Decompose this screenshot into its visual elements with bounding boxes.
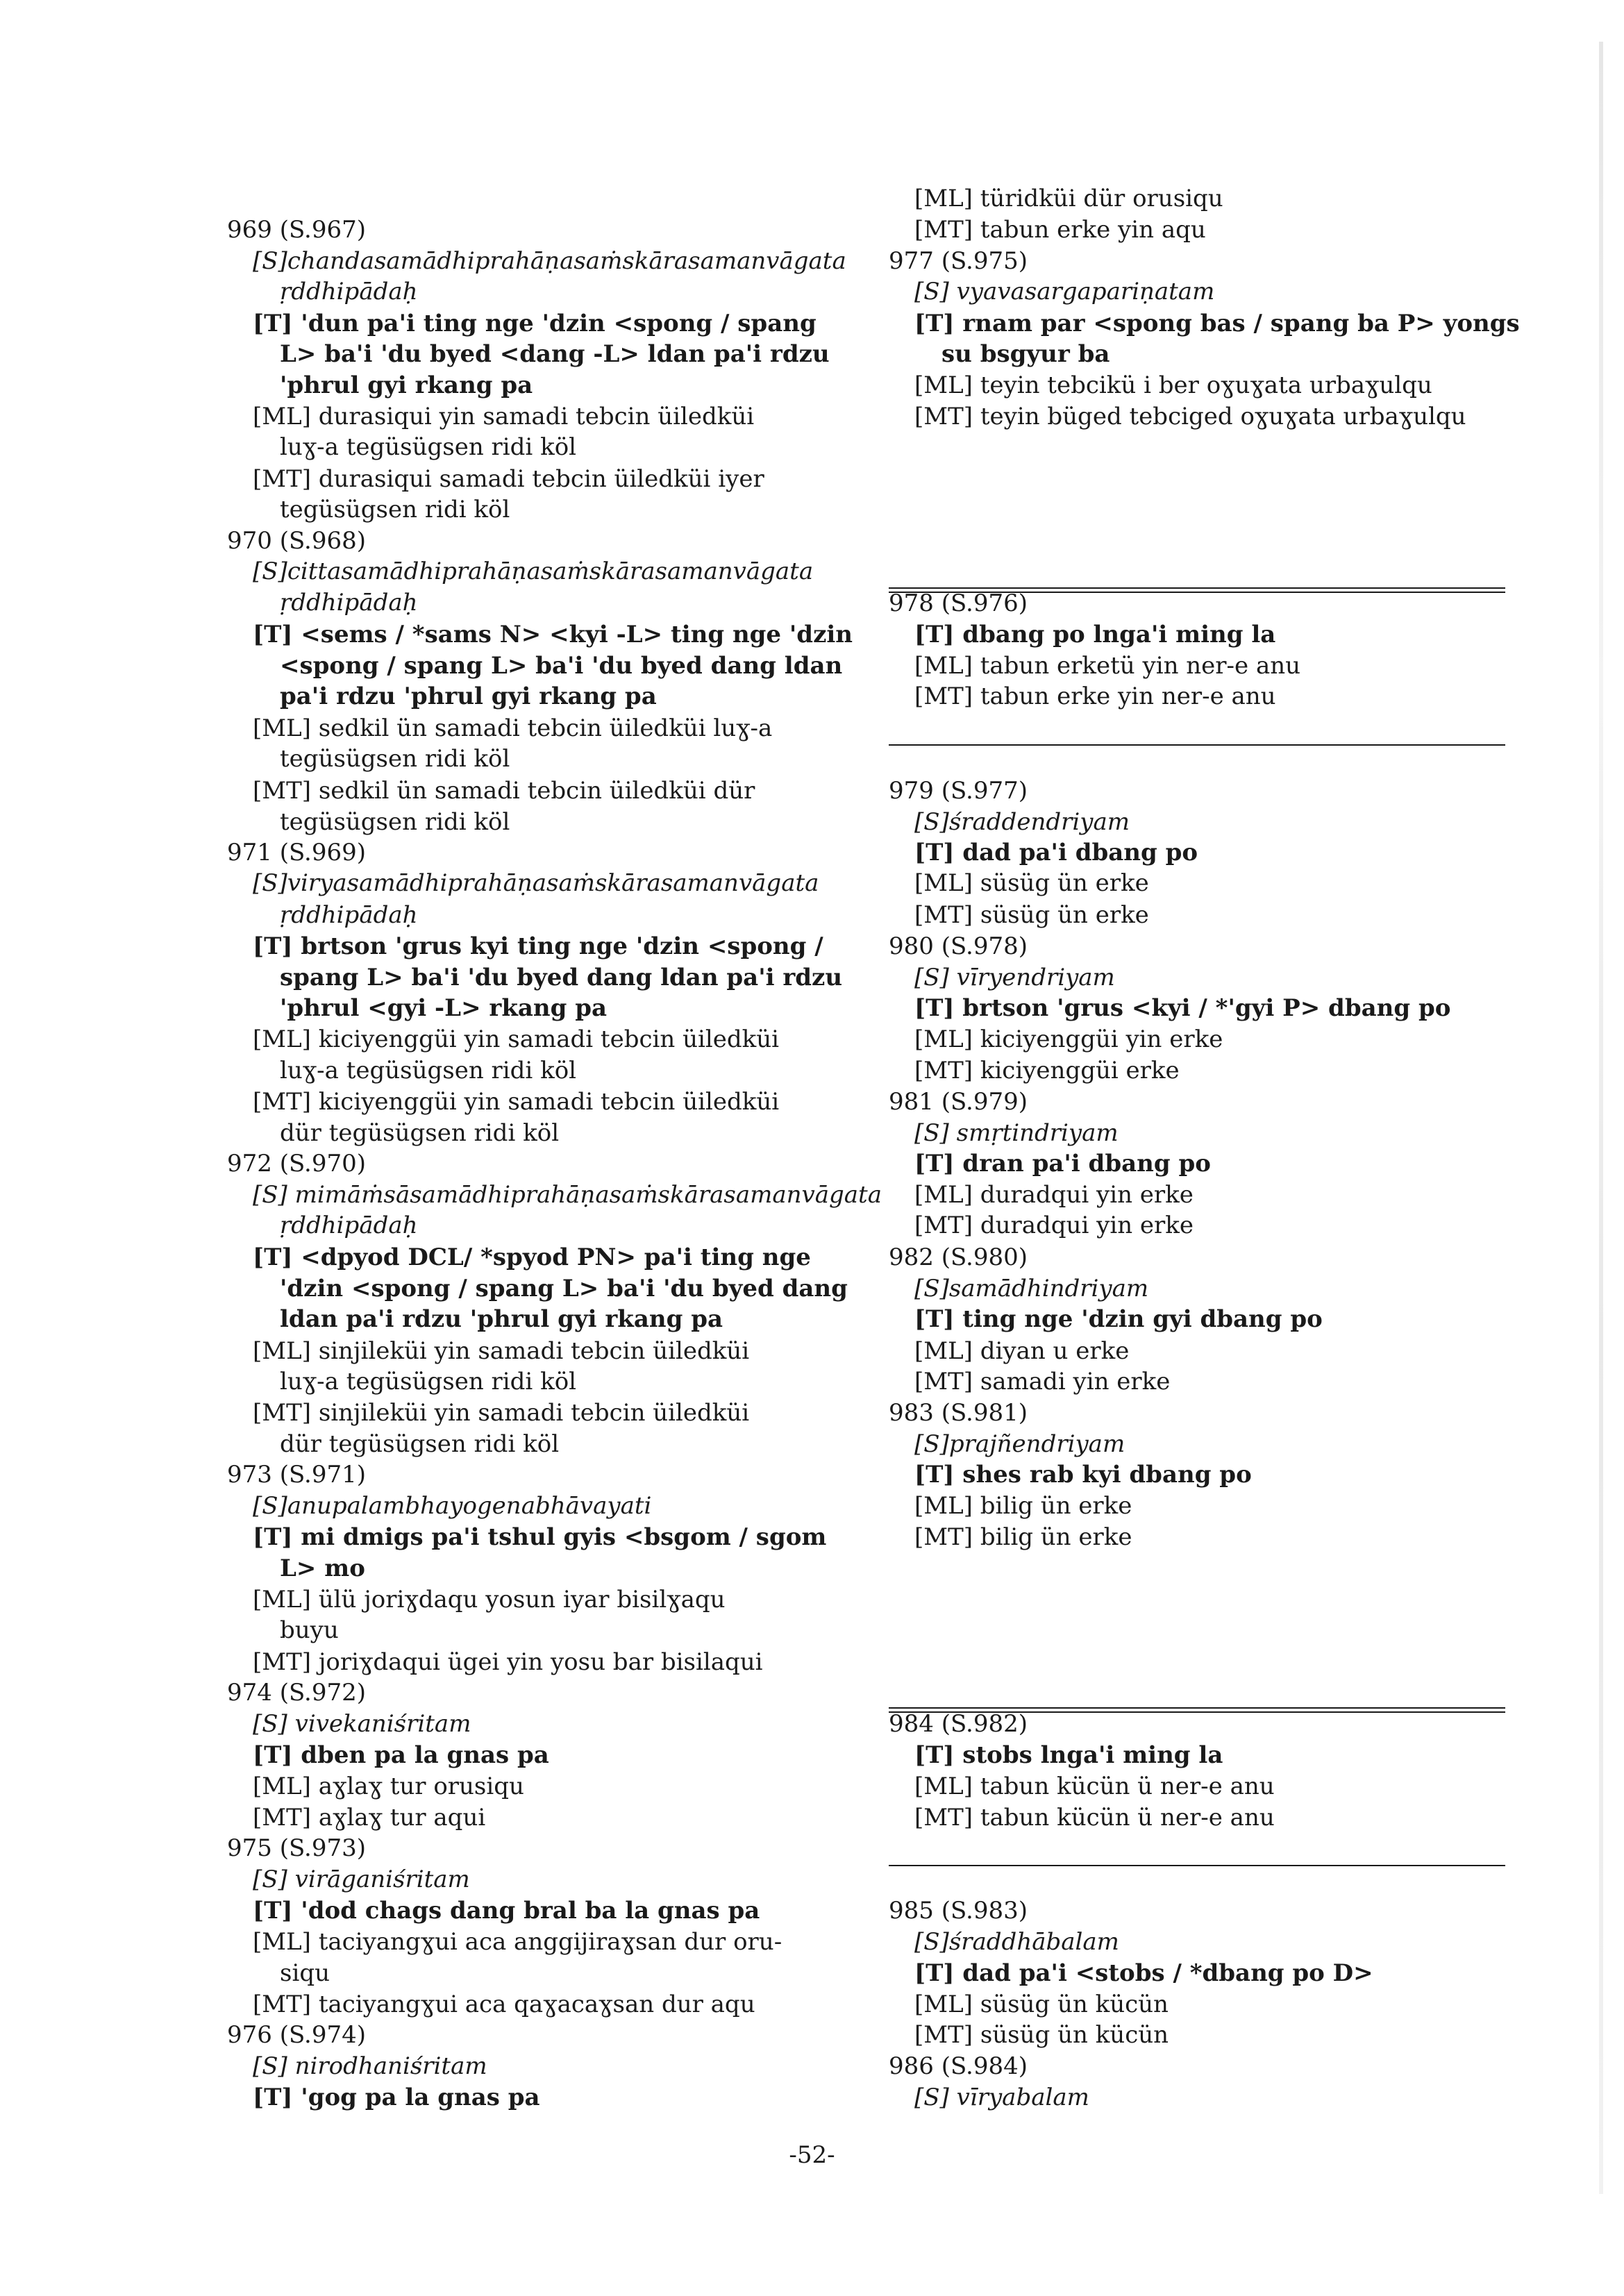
entry-line: [MT] süsüg ün erke [914,901,1149,929]
entry-line: 983 (S.981) [889,1399,1028,1427]
entry-line: 977 (S.975) [889,247,1028,275]
entry-line: ṛddhipādaḥ [280,1212,418,1239]
entry-line: [T] rnam par <spong bas / spang ba P> yongs [914,310,1520,337]
entry-line: [ML] ülü joriɣdaqu yosun iyar bisilɣaqu [253,1586,726,1614]
entry-line: [MT] taciyangɣui aca qaɣacaɣsan dur aqu [253,1991,755,2018]
entry-line: [T] stobs lnga'i ming la [914,1741,1223,1769]
entry-line: luɣ-a tegüsügsen ridi köl [280,433,577,461]
entry-line: [T] dben pa la gnas pa [253,1741,549,1769]
entry-line: [MT] joriɣdaqui ügei yin yosu bar bisilaqui [253,1648,763,1676]
entry-line: L> ba'i 'du byed <dang -L> ldan pa'i rdzu [280,340,830,368]
entry-line: 976 (S.974) [227,2021,367,2049]
entry-line: [S] virāganiśritam [253,1866,470,1893]
entry-line: [ML] süsüg ün kücün [914,1991,1169,2018]
entry-line: [S]samādhindriyam [914,1275,1149,1302]
entry-line: [S] vīryendriyam [914,964,1115,991]
entry-line: [ML] duradqui yin erke [914,1181,1194,1209]
entry-line: su bsgyur ba [941,340,1110,368]
entry-line: luɣ-a tegüsügsen ridi köl [280,1368,577,1396]
entry-line: [MT] süsüg ün kücün [914,2021,1169,2049]
entry-line: 970 (S.968) [227,527,367,555]
entry-line: [S]śraddhābalam [914,1928,1119,1956]
entry-line: [T] dad pa'i dbang po [914,839,1198,866]
entry-line: [ML] tabun kücün ü ner-e anu [914,1773,1275,1800]
entry-line: 974 (S.972) [227,1679,367,1707]
entry-line: [MT] kiciyenggüi yin samadi tebcin üiledküi [253,1088,780,1116]
entry-line: [ML] sedkil ün samadi tebcin üiledküi luɣ-a [253,714,773,742]
entry-line: [MT] kiciyenggüi erke [914,1057,1180,1084]
entry-line: [T] 'dun pa'i ting nge 'dzin <spong / spang [253,310,817,337]
entry-line: ṛddhipādaḥ [280,278,418,305]
entry-line: [S]chandasamādhiprahāṇasaṁskārasamanvāgata [253,247,846,275]
entry-line: [S]prajñendriyam [914,1430,1125,1458]
entry-line: tegüsügsen ridi köl [280,808,510,836]
entry-line: 986 (S.984) [889,2052,1028,2080]
entry-line: ṛddhipādaḥ [280,901,418,929]
entry-line: dür tegüsügsen ridi köl [280,1430,560,1458]
entry-line: [MT] aɣlaɣ tur aqui [253,1804,486,1832]
entry-line: 984 (S.982) [889,1710,1028,1738]
entry-line: buyu [280,1616,339,1644]
section-divider [889,744,1505,746]
entry-line: [S]cittasamādhiprahāṇasaṁskārasamanvāgata [253,558,814,585]
entry-line: [T] shes rab kyi dbang po [914,1461,1252,1489]
entry-line: 979 (S.977) [889,777,1028,805]
entry-line: tegüsügsen ridi köl [280,745,510,773]
entry-line: [MT] tabun erke yin aqu [914,216,1206,244]
entry-line: [MT] sedkil ün samadi tebcin üiledküi dür [253,777,755,805]
entry-line: [ML] taciyangɣui aca anggijiraɣsan dur oru- [253,1928,782,1956]
entry-line: [MT] teyin büged tebciged oɣuɣata urbaɣulqu [914,403,1466,430]
entry-line: 969 (S.967) [227,216,367,244]
entry-line: [S] vyavasargapariṇatam [914,278,1215,305]
entry-line: 985 (S.983) [889,1897,1028,1925]
entry-line: ṛddhipādaḥ [280,589,418,617]
entry-line: [MT] tabun erke yin ner-e anu [914,682,1276,710]
entry-line: [MT] durasiqui samadi tebcin üiledküi iyer [253,465,764,493]
entry-line: [S] vīryabalam [914,2084,1089,2111]
entry-line: [ML] tabun erketü yin ner-e anu [914,652,1301,680]
entry-line: 982 (S.980) [889,1243,1028,1271]
entry-line: <spong / spang L> ba'i 'du byed dang ldan [280,652,843,680]
entry-line: [S]viryasamādhiprahāṇasaṁskārasamanvāgata [253,869,819,897]
entry-line: [ML] teyin tebcikü i ber oɣuɣata urbaɣulqu [914,371,1432,399]
entry-line: luɣ-a tegüsügsen ridi köl [280,1057,577,1084]
entry-line: 975 (S.973) [227,1834,367,1862]
entry-line: [T] ting nge 'dzin gyi dbang po [914,1305,1323,1333]
entry-line: tegüsügsen ridi köl [280,496,510,523]
entry-line: [MT] tabun kücün ü ner-e anu [914,1804,1275,1832]
entry-line: [S]śraddendriyam [914,808,1130,836]
entry-line: [T] <sems / *sams N> <kyi -L> ting nge 'dzin [253,621,853,648]
entry-line: 'phrul <gyi -L> rkang pa [280,994,608,1022]
entry-line: [MT] bilig ün erke [914,1523,1132,1551]
entry-line: 972 (S.970) [227,1150,367,1178]
entry-line: 980 (S.978) [889,932,1028,960]
entry-line: [ML] aɣlaɣ tur orusiqu [253,1773,524,1800]
entry-line: [ML] bilig ün erke [914,1492,1132,1520]
entry-line: 'phrul gyi rkang pa [280,371,533,399]
scan-edge-shadow [1599,42,1603,2194]
entry-line: [T] dran pa'i dbang po [914,1150,1211,1178]
entry-line: [T] dad pa'i <stobs / *dbang po D> [914,1959,1373,1987]
entry-line: [S] vivekaniśritam [253,1710,471,1738]
page-number: -52- [789,2141,835,2169]
entry-line: [T] brtson 'grus kyi ting nge 'dzin <spong / [253,932,823,960]
entry-line: [S]anupalambhayogenabhāvayati [253,1492,652,1520]
entry-line: 971 (S.969) [227,839,367,866]
entry-line: [T] 'gog pa la gnas pa [253,2084,540,2111]
entry-line: [S] mimāṁsāsamādhiprahāṇasaṁskārasamanvāgata [253,1181,882,1209]
entry-line: [S] smṛtindriyam [914,1119,1119,1147]
entry-line: [S] nirodhaniśritam [253,2052,487,2080]
entry-line: [ML] durasiqui yin samadi tebcin üiledküi [253,403,755,430]
entry-line: [ML] kiciyenggüi yin erke [914,1025,1223,1053]
entry-line: [ML] diyan u erke [914,1337,1130,1365]
entry-line: 'dzin <spong / spang L> ba'i 'du byed dang [280,1275,848,1302]
entry-line: [T] mi dmigs pa'i tshul gyis <bsgom / sgom [253,1523,827,1551]
entry-line: [T] <dpyod DCL/ *spyod PN> pa'i ting nge [253,1243,811,1271]
entry-line: [T] brtson 'grus <kyi / *'gyi P> dbang po [914,994,1451,1022]
entry-line: [ML] kiciyenggüi yin samadi tebcin üiledküi [253,1025,779,1053]
entry-line: siqu [280,1959,330,1987]
entry-line: ldan pa'i rdzu 'phrul gyi rkang pa [280,1305,723,1333]
entry-line: [ML] sinjileküi yin samadi tebcin üiledküi [253,1337,750,1365]
entry-line: [MT] samadi yin erke [914,1368,1171,1396]
entry-line: [T] dbang po lnga'i ming la [914,621,1276,648]
entry-line: [MT] sinjileküi yin samadi tebcin üiledküi [253,1399,750,1427]
entry-line: [T] 'dod chags dang bral ba la gnas pa [253,1897,760,1925]
section-divider [889,1865,1505,1866]
entry-line: 973 (S.971) [227,1461,367,1489]
entry-line: 978 (S.976) [889,589,1028,617]
entry-line: dür tegüsügsen ridi köl [280,1119,560,1147]
entry-line: [ML] süsüg ün erke [914,869,1149,897]
entry-line: [MT] duradqui yin erke [914,1212,1194,1239]
entry-line: spang L> ba'i 'du byed dang ldan pa'i rdzu [280,964,843,991]
entry-line: L> mo [280,1555,365,1582]
entry-line: [ML] türidküi dür orusiqu [914,185,1223,212]
entry-line: 981 (S.979) [889,1088,1028,1116]
entry-line: pa'i rdzu 'phrul gyi rkang pa [280,682,657,710]
